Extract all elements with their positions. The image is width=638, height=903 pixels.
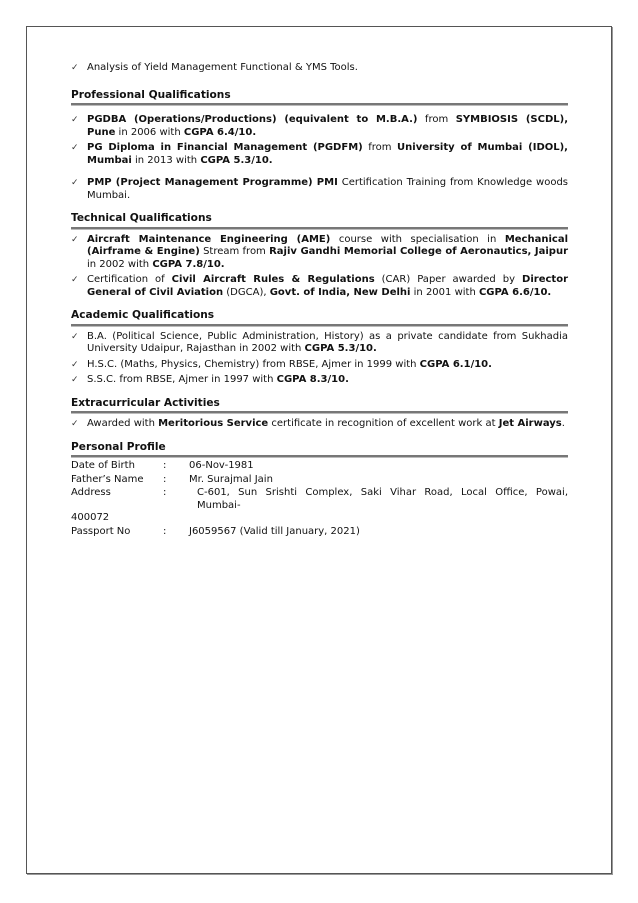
list-item [71, 418, 568, 431]
checkmark-bullet-icon: ✓ [71, 331, 79, 342]
section-title-personal: Personal Profile [71, 441, 568, 458]
resume-page [71, 62, 568, 538]
list-item-text: Aircraft Maintenance Engineering (AME) course with specialisation in Mechanical (Airframe & Engine) Stream from Rajiv Gandhi Memorial College of Aeronautics, Jaipur in 2002 with CGPA 7.8/10. [87, 233, 569, 270]
list-item-text: Certification of Civil Aircraft Rules & Regulations (CAR) Paper awarded by Director General of Civil Aviation (DGCA), Govt. of India, New Delhi in 2001 with CGPA 6.6/10. [87, 274, 568, 298]
checkmark-bullet-icon: ✓ [71, 275, 79, 285]
profile-value: J6059567 (Valid till January, 2021) [189, 525, 360, 537]
list-item [71, 62, 568, 75]
profile-label: Father’s Name [71, 473, 144, 485]
checkmark-bullet-icon: ✓ [71, 375, 79, 385]
profile-address-continuation: 400072 [71, 512, 110, 523]
profile-label: Address [71, 487, 111, 498]
profile-colon: : [163, 473, 167, 485]
list-item [71, 142, 568, 167]
profile-colon: : [163, 460, 167, 471]
profile-value: C-601, Sun Srishti Complex, Saki Vihar Road, Local Office, Powai, Mumbai- [197, 487, 568, 511]
list-item-text: B.A. (Political Science, Public Administration, History) as a private candidate from Sukhadia University Udaipur, Rajasthan in 2002 with CGPA 5.3/10. [87, 330, 568, 354]
section-title-technical: Technical Qualifications [71, 212, 568, 229]
list-item [71, 234, 568, 272]
section-title-professional: Professional Qualifications [71, 89, 568, 106]
profile-label: Date of Birth [71, 460, 135, 471]
list-item [71, 274, 568, 299]
personal-profile-table [71, 460, 568, 538]
profile-value: 06-Nov-1981 [189, 460, 254, 471]
technical-list [71, 234, 568, 300]
list-item-text: S.S.C. from RBSE, Ajmer in 1997 with CGPA 8.3/10. [87, 374, 349, 385]
list-item-text: PGDBA (Operations/Productions) (equivalent to M.B.A.) from SYMBIOSIS (SCDL), Pune in 2006 with CGPA 6.4/10. [87, 114, 568, 138]
checkmark-bullet-icon: ✓ [71, 359, 79, 370]
checkmark-bullet-icon: ✓ [71, 234, 79, 245]
profile-row-passport [71, 526, 568, 539]
profile-row-address [71, 487, 568, 512]
checkmark-bullet-icon: ✓ [71, 419, 79, 429]
list-item-text: H.S.C. (Maths, Physics, Chemistry) from RBSE, Ajmer in 1999 with CGPA 6.1/10. [87, 358, 492, 370]
list-item [71, 177, 568, 202]
checkmark-bullet-icon: ✓ [71, 115, 79, 125]
academic-list [71, 331, 568, 387]
list-item [71, 359, 568, 372]
profile-colon: : [163, 487, 167, 498]
profile-colon: : [163, 525, 167, 537]
profile-value: Mr. Surajmal Jain [189, 473, 273, 485]
list-item-text: Analysis of Yield Management Functional & YMS Tools. [87, 62, 358, 73]
professional-list [71, 114, 568, 202]
checkmark-bullet-icon: ✓ [71, 63, 79, 73]
section-title-extracurricular: Extracurricular Activities [71, 397, 568, 414]
list-item [71, 114, 568, 139]
list-item-text: PG Diploma in Financial Management (PGDFM) from University of Mumbai (IDOL), Mumbai in 2013 with CGPA 5.3/10. [87, 142, 568, 166]
list-item-text: PMP (Project Management Programme) PMI Certification Training from Knowledge woods Mumbai. [87, 177, 568, 201]
list-item-text: Awarded with Meritorious Service certificate in recognition of excellent work at Jet Airways. [87, 418, 565, 429]
extracurricular-list [71, 418, 568, 431]
checkmark-bullet-icon: ✓ [71, 178, 79, 188]
list-item [71, 374, 568, 387]
profile-label: Passport No [71, 525, 131, 537]
profile-row-father [71, 474, 568, 487]
checkmark-bullet-icon: ✓ [71, 143, 79, 153]
list-item [71, 331, 568, 356]
section-title-academic: Academic Qualifications [71, 309, 568, 326]
profile-row-dob [71, 460, 568, 473]
